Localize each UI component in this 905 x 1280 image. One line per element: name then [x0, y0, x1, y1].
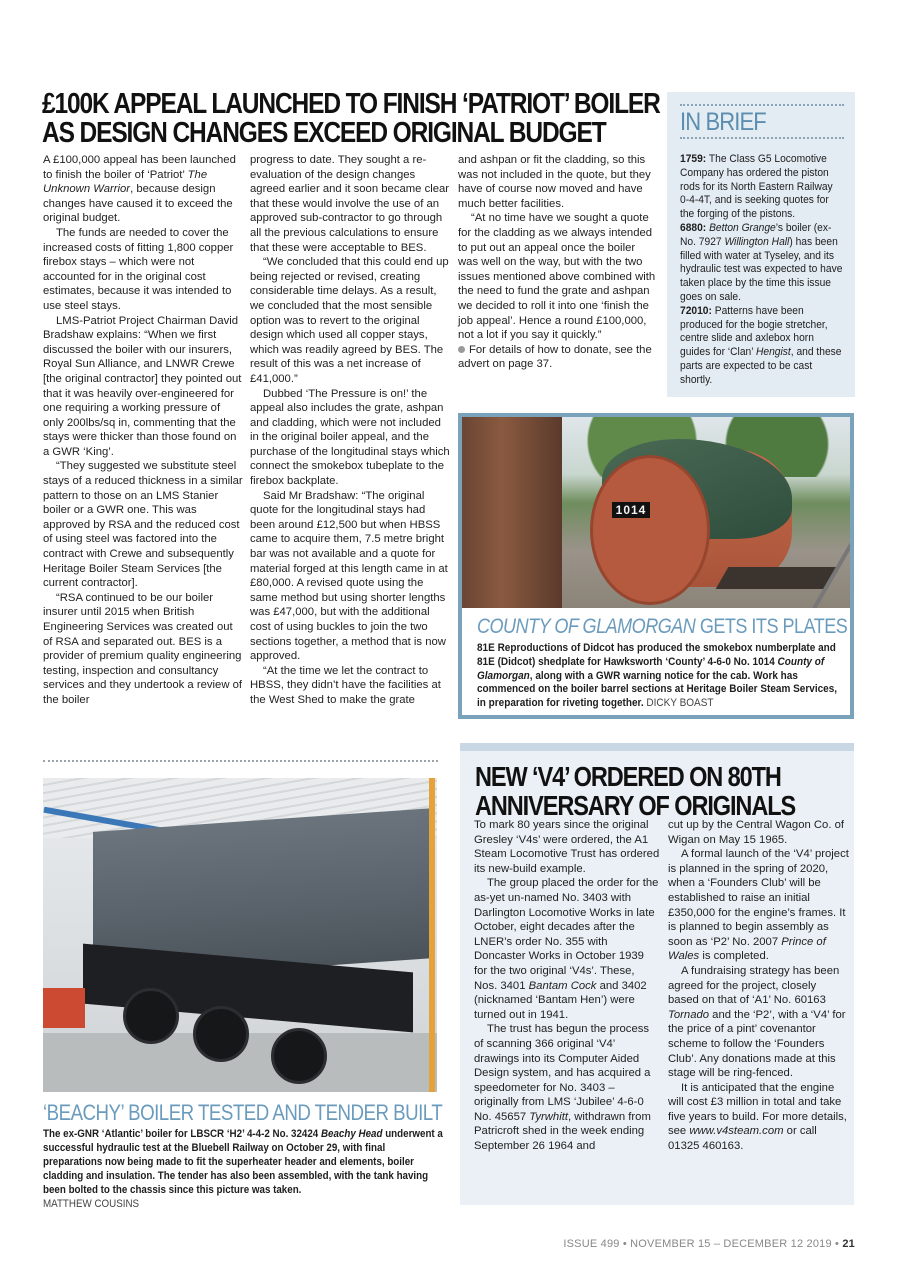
paragraph: A £100,000 appeal has been launched to finish the boiler of ‘Patriot’ The Unknown Warrior, because design changes have caused it to exceed the original budget. — [43, 154, 236, 225]
rusty-cylinder — [462, 417, 562, 608]
headline-line-2: AS DESIGN CHANGES EXCEED ORIGINAL BUDGET — [42, 117, 606, 149]
paragraph: LMS-Patriot Project Chairman David Bradshaw explains: “When we first discussed the boiler with our insurers, Royal Sun Alliance, and LNWR Crewe [the original contractor] they pointed out that it was heavily over-engineered for one requiring a working pressure of only 200lbs/sq in, commenting that the stays were thicker than those found on a GWR ‘King’. — [43, 314, 242, 458]
page-number: 21 — [842, 1238, 855, 1250]
donate-note: For details of how to donate, see the advert on page 37. — [458, 343, 652, 371]
in-brief-body — [680, 153, 844, 388]
v4-column-2 — [668, 818, 850, 1154]
paragraph: The trust has begun the process of scanning 366 original ‘V4’ drawings into its Computer Aided Design system, and has acquired a speedometer for No. 3403 – originally from LMS ‘Jubilee’ 4-6-0 No. 45657 Tyrwhitt, withdrawn from Patricroft shed in the week ending September 26 1964 and — [474, 1023, 651, 1153]
v4-column-1 — [474, 818, 660, 1154]
smokebox-door — [590, 455, 710, 605]
dotted-divider — [680, 104, 844, 106]
paragraph: It is anticipated that the engine will cost £3 million in total and take five years to build. For more details, see www.v4steam.com or call 01325 460163. — [668, 1081, 847, 1153]
paragraph: Said Mr Bradshaw: “The original quote for the longitudinal stays had been around £12,500 but when HBSS came to acquire them, 7.5 metre bright bar was not available and a quote for material forged at this length came in at £80,000. A revised quote using the same method but using shorter lengths was £47,000, but with the additional cost of using buckles to join the two sections together, a method that is now approved. — [250, 489, 448, 663]
in-brief-panel — [667, 92, 855, 397]
paragraph: “RSA continued to be our boiler insurer until 2015 when British Engineering Services was created out of RSA and separated out. BES is a provider of premium quality engineering testing, inspection and consultancy services and they undertook a review of the boiler — [43, 591, 243, 706]
wheel — [123, 988, 179, 1044]
dotted-divider — [680, 137, 844, 139]
paragraph: “At the time we let the contract to HBSS, they didn’t have the facilities at the West Shed to make the grate — [250, 664, 441, 706]
paragraph: “We concluded that this could end up being rejected or revised, creating considerable time delays. As a result, we concluded that the most sensible option was to revert to the original design which used all copper stays, which was readily agreed by BES. The result of this was a net increase of £41,000.” — [250, 256, 449, 385]
sleepers — [716, 567, 839, 589]
photo-credit: DICKY BOAST — [646, 697, 714, 710]
paragraph: Dubbed ‘The Pressure is on!’ the appeal also includes the grate, ashpan and cladding, which were not included in the original boiler appeal, and the purchase of the longitudinal stays which connect the smokebox tubeplate to the firebox backplate. — [250, 387, 450, 488]
website-link[interactable]: www.v4steam.com — [689, 1125, 784, 1138]
page-footer — [563, 1238, 855, 1250]
paragraph: The group placed the order for the as-yet un-named No. 3403 with Darlington Locomotive Works in late October, eight decades after the LNER’s order No. 355 with Doncaster Works in October 1939 for the two original ‘V4s’. These, Nos. 3401 Bantam Cock and 3402 (nicknamed ‘Bantam Hen’) were turned out in 1941. — [474, 877, 659, 1021]
wheel — [193, 1006, 249, 1062]
beachy-caption: The ex-GNR ‘Atlantic’ boiler for LBSCR ‘H2’ 4-4-2 No. 32424 Beachy Head underwent a successful hydraulic test at the Bluebell Railway on October 29, with final preparations now being made to fit the superheater header and elements, boiler cladding and insulation. The tender has also been assembled, with the tank having been bolted to the chassis since this picture was taken. MATTHEW COUSINS — [43, 1127, 446, 1211]
tender-photo — [43, 778, 437, 1092]
section-divider — [43, 760, 438, 762]
boiler-photo — [462, 417, 850, 608]
wheel — [271, 1028, 327, 1084]
paragraph: and ashpan or fit the cladding, so this was not included in the quote, but they have of course now moved and have much better facilities. — [458, 154, 651, 210]
brief-item: 1759: The Class G5 Locomotive Company has ordered the piston rods for its North Eastern Railway 0-4-4T, and is seeking quotes for the forging of the pistons. — [680, 153, 833, 221]
paragraph: cut up by the Central Wagon Co. of Wigan on May 15 1965. — [668, 819, 845, 846]
red-cabinet — [43, 988, 85, 1028]
brief-item: 6880: Betton Grange’s boiler (ex-No. 7927 Willington Hall) has been filled with water at Tyseley, and its hydraulic test was expected to have taken place by the time this issue goes on sale. — [680, 221, 843, 303]
paragraph: A fundraising strategy has been agreed for the project, closely based on that of ‘A1’ No. 60163 Tornado and the ‘P2’, with a ‘V4’ for the price of a pint’ covenantor scheme to follow the ‘Founders Club’. Any donations made at this stage will be ring-fenced. — [668, 964, 846, 1080]
paragraph: progress to date. They sought a re-evaluation of the design changes agreed earlier and it soon became clear that these would involve the use of an approved sub-contractor to go through all the previous calculations to ensure that these were acceptable to BES. — [250, 154, 450, 254]
issue-info: ISSUE 499 • NOVEMBER 15 – DECEMBER 12 2019 • — [563, 1238, 843, 1250]
article-column-2 — [250, 153, 450, 708]
top-bar — [460, 743, 854, 751]
glamorgan-caption: 81E Reproductions of Didcot has produced the smokebox numberplate and 81E (Didcot) shedplate for Hawksworth ‘County’ 4-6-0 No. 1014 County of Glamorgan, along with a GWR warning notice for the cab. Work has commenced on the boiler barrel sections at Heritage Boiler Steam Services, in preparation for riveting together. DICKY BOAST — [477, 642, 838, 710]
paragraph: A formal launch of the ‘V4’ project is planned in the spring of 2020, when a ‘Founders Club’ will be established to raise an initial £350,000 for the engine’s frames. It is planned to begin assembly as soon as ‘P2’ No. 2007 Prince of Wales is completed. — [668, 848, 849, 963]
photo-credit: MATTHEW COUSINS — [43, 1198, 140, 1210]
article-column-3 — [458, 153, 658, 372]
rail — [811, 523, 850, 608]
main-headline — [42, 90, 661, 148]
v4-article — [460, 743, 854, 1205]
numberplate: 1014 — [612, 502, 650, 518]
glamorgan-title: COUNTY OF GLAMORGAN GETS ITS PLATES — [477, 615, 848, 638]
bullet-icon — [458, 346, 465, 353]
in-brief-title: IN BRIEF — [680, 108, 766, 136]
paragraph: To mark 80 years since the original Gresley ‘V4s’ were ordered, the A1 Steam Locomotive Trust has ordered its new-build example. — [474, 819, 660, 875]
v4-headline: NEW ‘V4’ ORDERED ON 80TH ANNIVERSARY OF ORIGINALS — [475, 761, 796, 821]
paragraph: The funds are needed to cover the increased costs of fitting 1,800 copper firebox stays – which were not accounted for in the original cost estimates, because it was intended to use steel stays. — [43, 226, 234, 312]
paragraph: “They suggested we substitute steel stays of a reduced thickness in a similar pattern to those on an LMS Stanier boiler or a GWR one. This was approved by RSA and the reduced cost of using steel was factored into the contract with Crewe and subsequently Heritage Boiler Steam Services [the current contractor]. — [43, 460, 243, 590]
yellow-pole — [429, 778, 435, 1092]
paragraph: “At no time have we sought a quote for the cladding as we always intended to put out an appeal once the boiler was well on the way, but with the two issues mentioned above combined with the need to fund the grate and ashpan we decided to roll it into one ‘finish the job appeal’. Hence a round £100,000, not a lot if you say it quickly.” — [458, 212, 656, 342]
beachy-title: ‘BEACHY’ BOILER TESTED AND TENDER BUILT — [43, 1100, 443, 1125]
article-column-1 — [43, 153, 243, 708]
headline-line-1: £100K APPEAL LAUNCHED TO FINISH ‘PATRIOT’ BOILER — [42, 88, 660, 120]
glamorgan-feature — [458, 413, 854, 719]
brief-item: 72010: Patterns have been produced for the bogie stretcher, centre slide and axlebox horn guides for ‘Clan’ Hengist, and these parts are expected to be cast shortly. — [680, 304, 842, 386]
